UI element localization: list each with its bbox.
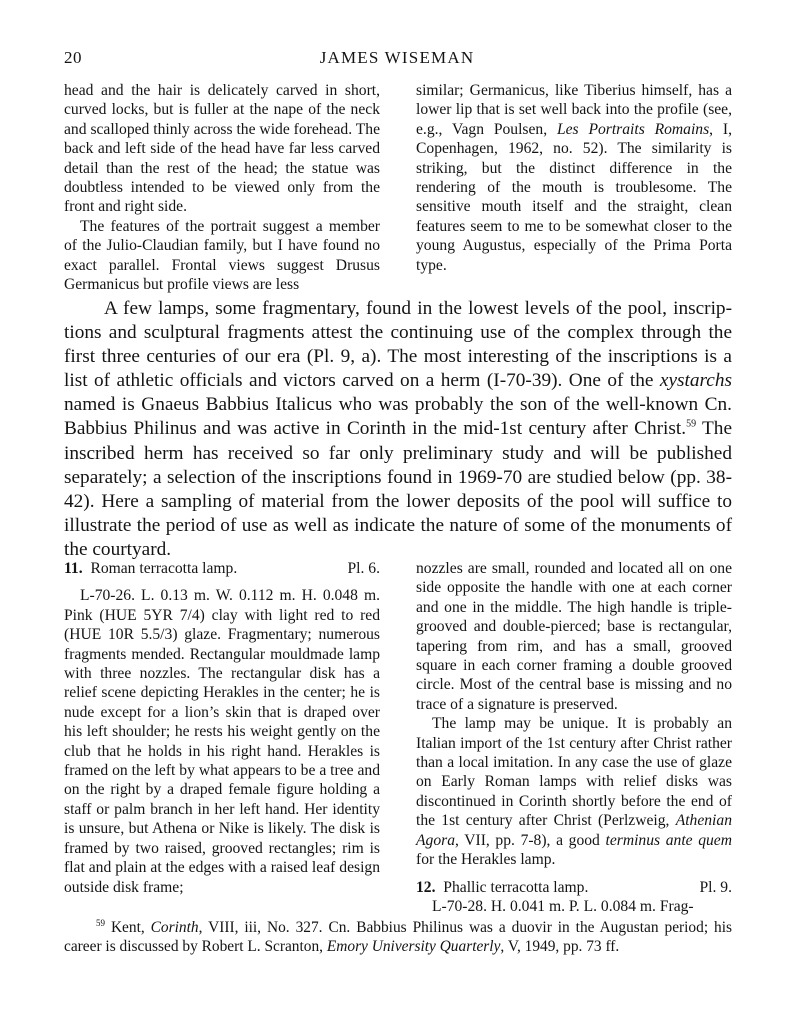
catalogue-title: Roman terracotta lamp. <box>90 560 238 577</box>
main-paragraph: A few lamps, some fragmentary, found in the lowest levels of the pool, inscriptions and sculptural fragments attest the continuing use of the complex through the first three centuries of our era (Pl. 9, a). The most interesting of the inscriptions is a list of athletic officials and victors carved on a herm (I-70-39). One of the xystarchs named is Gnaeus Babbius Italicus who was probably the son of the well-known Cn. Babbius Philinus and was active in Corinth in the mid-1st century after Christ.$^{59}$ The inscribed herm has received so far only preliminary study and will be published separately; a selection of the inscriptions found in 1969-70 are studied below (pp. 38-42). Here a sampling of material from the lower deposits of the pool will suffice to illustrate the period of use as well as indicate the nature of some of the monuments of the courtyard. <box>64 298 732 560</box>
paragraph: The features of the portrait suggest a member of the Julio-Claudian family, but I have found no exact parallel. Frontal views suggest Drusus Germanicus but profile views are less <box>64 217 380 294</box>
catalogue-right-column <box>416 559 732 916</box>
catalogue-heading-11 <box>64 559 380 578</box>
catalogue-heading-12 <box>416 878 732 897</box>
catalogue-comment: The lamp may be unique. It is probably an Italian import of the 1st century after Christ rather than a local imitation. In any case the use of glaze on Early Roman lamps with relief disks was discontinued in Corinth shortly before the end of the 1st century after Christ (Perlzweig, Athenian Agora, VII, pp. 7-8), a good terminus ante quem for the Herakles lamp. <box>416 715 732 869</box>
paragraph: head and the hair is delicately carved in short, curved locks, but is fuller at the nape of the neck and scalloped thinly across the wide forehead. The back and left side of the head have far less carved detail than the rest of the head; the statue was doubtless intended to be viewed only from the front and right side. <box>64 82 380 216</box>
catalogue-description: L-70-28. H. 0.041 m. P. L. 0.084 m. Frag- <box>432 897 694 915</box>
footnote: $^{59}$ Kent, Corinth, VIII, iii, No. 327. Cn. Babbius Philinus was a duovir in the Augustan period; his career is discussed by Robert L. Scranton, Emory University Quarterly, V, 1949, pp. 73 ff. <box>64 917 732 955</box>
page-header <box>0 48 794 68</box>
journal-title: Emory University Quarterly <box>326 938 501 955</box>
catalogue-number: 11. <box>64 560 83 577</box>
italic-term: xystarchs <box>659 370 732 392</box>
catalogue-columns <box>64 559 732 916</box>
running-title: JAMES WISEMAN <box>319 48 475 67</box>
plate-reference: Pl. 9. <box>699 878 732 896</box>
catalogue-description-continued: nozzles are small, rounded and located all on one side opposite the handle with one at each corner and one in the middle. The high handle is triple-grooved and double-pierced; base is rectangular, tapering from rim, and has a small, grooved square in each corner framing a double grooved circle. Most of the central base is missing and no trace of a signature is preserved. <box>416 560 732 713</box>
footnote-reference[interactable]: 59 <box>686 419 697 431</box>
book-title: Les Portraits Romains <box>556 120 710 138</box>
top-right-column <box>416 81 732 294</box>
book-title: Corinth <box>150 919 199 936</box>
catalogue-left-column <box>64 559 380 916</box>
catalogue-description: L-70-26. L. 0.13 m. W. 0.112 m. H. 0.048 m. Pink (HUE 5YR 7/4) clay with light red to red (HUE 10R 5.5/3) glaze. Fragmentary; numerous fragments mended. Rectangular mouldmade lamp with three nozzles. The rectangular disk has a relief scene depicting Herakles in the center; he is nude except for a lion’s skin that is draped over his left shoulder; he rests his weight gently on the club that he holds in his right hand. Herakles is framed on the left by what appears to be a tree and on the right by a draped female figure holding a staff or palm branch in her left hand. Her identity is unsure, but Athena or Nike is likely. The disk is framed by two raised, grooved rectangles; rim is flat and plain at the edges with a raised leaf design outside disk frame; <box>64 587 380 896</box>
page-number: 20 <box>64 48 82 67</box>
footnote-mark: 59 <box>96 917 105 928</box>
top-columns <box>64 81 732 294</box>
catalogue-number: 12. <box>416 878 436 896</box>
plate-reference: Pl. 6. <box>347 560 380 577</box>
paragraph: similar; Germanicus, like Tiberius himself, has a lower lip that is set well back into the profile (see, e.g., Vagn Poulsen, Les Portraits Romains, I, Copenhagen, 1962, no. 52). The similarity is striking, but the distinct difference in the rendering of the mouth is troublesome. The sensitive mouth itself and the straight, clean features seem to me to be somewhat closer to the young Augustus, especially of the Prima Porta type. <box>416 82 732 274</box>
catalogue-title: Phallic terracotta lamp. <box>443 878 589 896</box>
italic-term: terminus ante quem <box>605 831 732 849</box>
top-left-column <box>64 81 380 294</box>
book-title: Athenian Agora <box>416 812 732 849</box>
